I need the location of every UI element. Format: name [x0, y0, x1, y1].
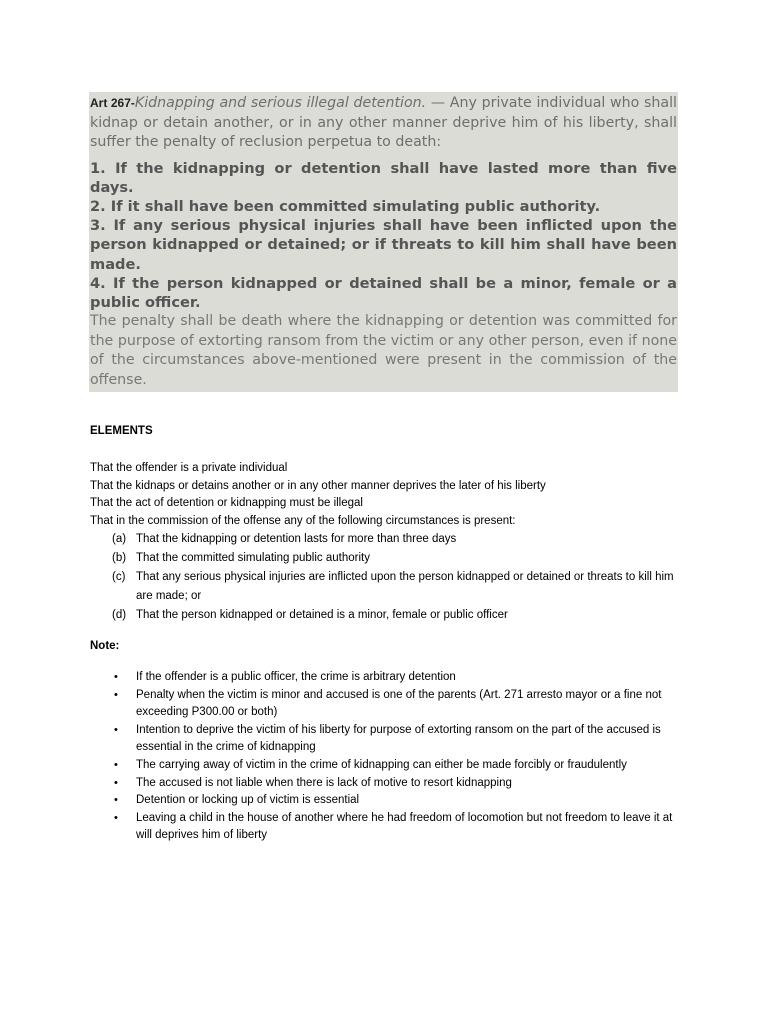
article-intro-text: — Any private individual who shall kidnap or detain another, or in any other manner deprive him of his liberty, shall suffer the penalty of reclusion perpetua to death: — [90, 95, 677, 150]
article-item: 2. If it shall have been committed simulating public authority. — [90, 197, 601, 215]
elements-heading: ELEMENTS — [90, 425, 153, 437]
note-text: Detention or locking up of victim is essential — [136, 794, 360, 807]
circumstance-item — [90, 530, 678, 549]
bullet-icon: • — [114, 688, 118, 701]
article-items — [90, 159, 677, 313]
element-line: That the offender is a private individual — [90, 462, 288, 474]
article-label: Art 267- — [90, 96, 135, 110]
element-line: That in the commission of the offense any of the following circumstances is present: — [90, 514, 516, 527]
article-267-box — [89, 92, 678, 392]
circumstance-marker: (b) — [112, 552, 127, 564]
article-intro — [90, 94, 677, 153]
note-item — [90, 775, 681, 793]
note-item — [90, 810, 681, 845]
circumstances-list — [90, 530, 690, 625]
note-item — [90, 669, 681, 687]
article-title: Kidnapping and serious illegal detention. — [134, 95, 427, 111]
note-text: The accused is not liable when there is lack of motive to resort kidnapping — [136, 776, 512, 789]
element-line: That the kidnaps or detains another or in any other manner deprives the later of his liberty — [90, 479, 546, 492]
article-item: 4. If the person kidnapped or detained shall be a minor, female or a public officer. — [90, 274, 677, 311]
circumstance-text: That any serious physical injuries are inflicted upon the person kidnapped or detained or threats to kill him are made; or — [136, 571, 674, 602]
circumstance-marker: (a) — [112, 533, 127, 545]
element-line: That the act of detention or kidnapping must be illegal — [90, 497, 363, 509]
circumstance-item — [90, 549, 678, 568]
note-text: If the offender is a public officer, the crime is arbitrary detention — [136, 671, 456, 683]
elements-list — [90, 460, 690, 530]
note-list — [90, 669, 690, 845]
bullet-icon: • — [114, 671, 118, 683]
circumstance-text: That the person kidnapped or detained is a minor, female or public officer — [136, 609, 508, 621]
bullet-icon: • — [114, 758, 118, 771]
note-item — [90, 792, 681, 810]
circumstance-item — [90, 606, 678, 625]
note-item — [90, 722, 681, 757]
document-body — [90, 420, 690, 845]
note-heading: Note: — [90, 640, 120, 652]
article-penalty: The penalty shall be death where the kidnapping or detention was committed for the purpose of extorting ransom from the victim or any other person, even if none of the circumstances above-mentioned were present in the commission of the offense. — [90, 313, 677, 388]
circumstance-marker: (d) — [112, 609, 127, 621]
note-text: The carrying away of victim in the crime of kidnapping can either be made forcibly or fraudulently — [136, 758, 627, 771]
bullet-icon: • — [114, 776, 118, 789]
note-item — [90, 687, 681, 722]
circumstance-text: That the kidnapping or detention lasts for more than three days — [136, 533, 457, 545]
bullet-icon: • — [114, 723, 118, 736]
article-item: 1. If the kidnapping or detention shall have lasted more than five days. — [90, 159, 677, 196]
note-text: Intention to deprive the victim of his liberty for purpose of extorting ransom on the part of the accused is essential in the crime of kidnapping — [136, 723, 661, 754]
bullet-icon: • — [114, 794, 118, 807]
note-text: Penalty when the victim is minor and accused is one of the parents (Art. 271 arresto mayor or a fine not exceeding P300.00 or both) — [136, 688, 662, 719]
circumstance-text: That the committed simulating public authority — [136, 552, 370, 564]
note-text: Leaving a child in the house of another where he had freedom of locomotion but not freedom to leave it at will deprives him of liberty — [136, 811, 673, 842]
bullet-icon: • — [114, 811, 118, 824]
circumstance-item — [90, 568, 678, 606]
article-item: 3. If any serious physical injuries shall have been inflicted upon the person kidnapped or detained; or if threats to kill him shall have been made. — [90, 217, 677, 273]
note-item — [90, 757, 681, 775]
circumstance-marker: (c) — [112, 571, 126, 583]
